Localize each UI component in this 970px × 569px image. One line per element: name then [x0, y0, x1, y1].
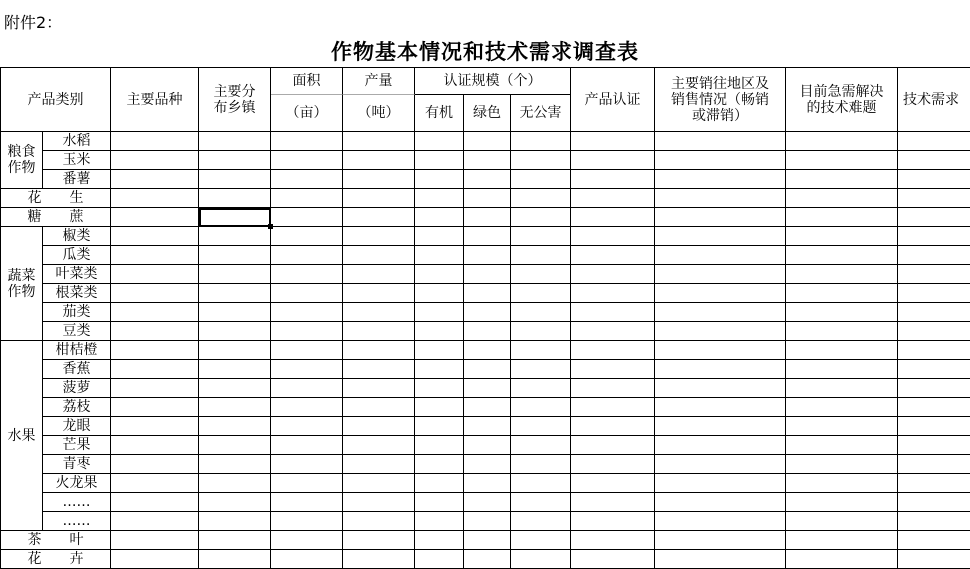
data-cell[interactable]: [786, 246, 898, 265]
header-output-unit: （吨）: [343, 95, 415, 132]
data-cell[interactable]: [111, 341, 199, 360]
attachment-label: 附件2：: [4, 13, 63, 32]
subcategory-cell: ……: [43, 493, 111, 512]
data-cell[interactable]: [571, 436, 655, 455]
data-cell[interactable]: [786, 341, 898, 360]
data-cell[interactable]: [511, 493, 571, 512]
data-cell[interactable]: [415, 398, 464, 417]
data-cell[interactable]: [199, 417, 271, 436]
data-cell[interactable]: [343, 303, 415, 322]
data-cell[interactable]: [415, 436, 464, 455]
data-cell[interactable]: [111, 531, 199, 550]
data-cell[interactable]: [271, 208, 343, 227]
data-cell[interactable]: [343, 512, 415, 531]
data-cell[interactable]: [343, 360, 415, 379]
data-cell[interactable]: [271, 474, 343, 493]
data-cell[interactable]: [786, 170, 898, 189]
data-cell[interactable]: [464, 303, 511, 322]
data-cell[interactable]: [464, 360, 511, 379]
data-cell[interactable]: [571, 246, 655, 265]
data-cell[interactable]: [511, 398, 571, 417]
data-cell[interactable]: [415, 341, 464, 360]
data-cell[interactable]: [571, 265, 655, 284]
data-cell[interactable]: [343, 398, 415, 417]
data-cell[interactable]: [343, 265, 415, 284]
header-product-cert: 产品认证: [571, 67, 655, 132]
data-cell[interactable]: [199, 303, 271, 322]
subcategory-cell: 龙眼: [43, 417, 111, 436]
data-cell[interactable]: [655, 360, 786, 379]
data-cell[interactable]: [464, 493, 511, 512]
data-cell[interactable]: [464, 398, 511, 417]
data-cell[interactable]: [898, 531, 970, 550]
data-cell[interactable]: [786, 474, 898, 493]
data-cell[interactable]: [571, 132, 655, 151]
data-cell[interactable]: [655, 208, 786, 227]
data-cell[interactable]: [571, 189, 655, 208]
data-cell[interactable]: [511, 208, 571, 227]
data-cell[interactable]: [898, 246, 970, 265]
data-cell[interactable]: [511, 341, 571, 360]
data-cell[interactable]: [415, 379, 464, 398]
data-cell[interactable]: [415, 265, 464, 284]
data-cell[interactable]: [511, 417, 571, 436]
data-cell[interactable]: [271, 151, 343, 170]
data-cell[interactable]: [655, 284, 786, 303]
data-cell[interactable]: [199, 227, 271, 246]
data-cell[interactable]: [571, 398, 655, 417]
data-cell[interactable]: [511, 360, 571, 379]
data-cell[interactable]: [415, 360, 464, 379]
data-cell[interactable]: [511, 379, 571, 398]
data-cell[interactable]: [898, 474, 970, 493]
data-cell[interactable]: [415, 246, 464, 265]
data-cell[interactable]: [111, 398, 199, 417]
data-cell[interactable]: [415, 303, 464, 322]
data-cell[interactable]: [571, 151, 655, 170]
data-cell[interactable]: [343, 246, 415, 265]
data-cell[interactable]: [655, 189, 786, 208]
data-cell[interactable]: [571, 493, 655, 512]
data-cell[interactable]: [464, 455, 511, 474]
data-cell[interactable]: [415, 227, 464, 246]
data-cell[interactable]: [655, 417, 786, 436]
data-cell[interactable]: [415, 322, 464, 341]
category-cell: 茶 叶: [0, 531, 111, 550]
data-cell[interactable]: [786, 284, 898, 303]
data-cell[interactable]: [571, 379, 655, 398]
data-cell[interactable]: [464, 170, 511, 189]
data-cell[interactable]: [571, 322, 655, 341]
data-cell[interactable]: [655, 322, 786, 341]
data-cell[interactable]: [199, 550, 271, 569]
data-cell[interactable]: [511, 303, 571, 322]
data-cell[interactable]: [464, 189, 511, 208]
data-cell[interactable]: [271, 455, 343, 474]
data-cell[interactable]: [655, 436, 786, 455]
data-cell[interactable]: [786, 360, 898, 379]
data-cell[interactable]: [655, 493, 786, 512]
data-cell[interactable]: [415, 493, 464, 512]
data-cell[interactable]: [111, 474, 199, 493]
data-cell[interactable]: [786, 493, 898, 512]
header-variety: 主要品种: [111, 67, 199, 132]
header-cert-scale: 认证规模（个）: [415, 67, 571, 95]
header-organic: 有机: [415, 95, 464, 132]
data-cell[interactable]: [271, 436, 343, 455]
data-cell[interactable]: [511, 170, 571, 189]
data-cell[interactable]: [571, 303, 655, 322]
header-township: 主要分 布乡镇: [199, 67, 271, 132]
data-cell[interactable]: [111, 265, 199, 284]
header-category: 产品类别: [0, 67, 111, 132]
data-cell[interactable]: [111, 284, 199, 303]
data-cell[interactable]: [786, 265, 898, 284]
data-cell[interactable]: [415, 417, 464, 436]
data-cell[interactable]: [655, 398, 786, 417]
subcategory-cell: 玉米: [43, 151, 111, 170]
data-cell[interactable]: [898, 436, 970, 455]
data-cell[interactable]: [786, 455, 898, 474]
data-cell[interactable]: [511, 512, 571, 531]
header-area: 面积: [271, 67, 343, 95]
data-cell[interactable]: [786, 132, 898, 151]
data-cell[interactable]: [786, 436, 898, 455]
data-cell[interactable]: [511, 189, 571, 208]
data-cell[interactable]: [655, 512, 786, 531]
data-cell[interactable]: [271, 493, 343, 512]
data-cell[interactable]: [898, 322, 970, 341]
data-cell[interactable]: [571, 170, 655, 189]
data-cell[interactable]: [655, 455, 786, 474]
data-cell[interactable]: [571, 417, 655, 436]
data-cell[interactable]: [464, 132, 511, 151]
data-cell[interactable]: [415, 550, 464, 569]
data-cell[interactable]: [655, 550, 786, 569]
data-cell[interactable]: [111, 151, 199, 170]
data-cell[interactable]: [511, 322, 571, 341]
page-title: 作物基本情况和技术需求调查表: [331, 39, 639, 64]
data-cell[interactable]: [343, 474, 415, 493]
data-cell[interactable]: [655, 303, 786, 322]
data-cell[interactable]: [571, 531, 655, 550]
data-cell[interactable]: [464, 208, 511, 227]
data-cell[interactable]: [464, 531, 511, 550]
data-cell[interactable]: [415, 170, 464, 189]
data-cell[interactable]: [343, 341, 415, 360]
data-cell[interactable]: [271, 531, 343, 550]
data-cell[interactable]: [786, 322, 898, 341]
data-cell[interactable]: [898, 493, 970, 512]
data-cell[interactable]: [415, 208, 464, 227]
data-cell[interactable]: [343, 284, 415, 303]
data-cell[interactable]: [199, 132, 271, 151]
data-cell[interactable]: [199, 322, 271, 341]
data-cell[interactable]: [199, 379, 271, 398]
data-cell[interactable]: [786, 189, 898, 208]
data-cell[interactable]: [511, 455, 571, 474]
data-cell[interactable]: [655, 132, 786, 151]
data-cell[interactable]: [464, 246, 511, 265]
data-cell[interactable]: [111, 436, 199, 455]
data-cell[interactable]: [343, 227, 415, 246]
data-cell[interactable]: [199, 436, 271, 455]
data-cell[interactable]: [898, 303, 970, 322]
subcategory-cell: 瓜类: [43, 246, 111, 265]
data-cell[interactable]: [343, 322, 415, 341]
data-cell[interactable]: [271, 360, 343, 379]
data-cell[interactable]: [571, 284, 655, 303]
data-cell[interactable]: [511, 531, 571, 550]
data-cell[interactable]: [898, 132, 970, 151]
data-cell[interactable]: [199, 189, 271, 208]
data-cell[interactable]: [571, 474, 655, 493]
data-cell[interactable]: [464, 322, 511, 341]
data-cell[interactable]: [655, 531, 786, 550]
subcategory-cell: 柑桔橙: [43, 341, 111, 360]
header-problems: 目前急需解决 的技术难题: [786, 67, 898, 132]
data-cell[interactable]: [655, 227, 786, 246]
data-cell[interactable]: [415, 474, 464, 493]
data-cell[interactable]: [111, 379, 199, 398]
data-cell[interactable]: [898, 550, 970, 569]
data-cell[interactable]: [786, 303, 898, 322]
data-cell[interactable]: [271, 341, 343, 360]
data-cell[interactable]: [571, 227, 655, 246]
data-cell[interactable]: [415, 455, 464, 474]
data-cell[interactable]: [415, 284, 464, 303]
data-cell[interactable]: [898, 265, 970, 284]
data-cell[interactable]: [271, 322, 343, 341]
data-cell[interactable]: [271, 512, 343, 531]
data-cell[interactable]: [271, 417, 343, 436]
data-cell[interactable]: [464, 550, 511, 569]
data-cell[interactable]: [111, 455, 199, 474]
data-cell[interactable]: [343, 151, 415, 170]
data-cell[interactable]: [111, 170, 199, 189]
category-cell: 糖 蔗: [0, 208, 111, 227]
data-cell[interactable]: [655, 265, 786, 284]
data-cell[interactable]: [898, 398, 970, 417]
header-area-unit: （亩）: [271, 95, 343, 132]
data-cell[interactable]: [655, 341, 786, 360]
data-cell[interactable]: [898, 512, 970, 531]
subcategory-cell: 荔枝: [43, 398, 111, 417]
selected-cell[interactable]: [199, 208, 271, 227]
header-pollution-free: 无公害: [511, 95, 571, 132]
category-cell: 花 卉: [0, 550, 111, 569]
data-cell[interactable]: [343, 531, 415, 550]
data-cell[interactable]: [343, 132, 415, 151]
data-cell[interactable]: [343, 493, 415, 512]
category-group-cell: 水果: [0, 341, 43, 531]
data-cell[interactable]: [898, 341, 970, 360]
subcategory-cell: 火龙果: [43, 474, 111, 493]
data-cell[interactable]: [343, 436, 415, 455]
data-cell[interactable]: [571, 512, 655, 531]
data-cell[interactable]: [111, 512, 199, 531]
data-cell[interactable]: [898, 208, 970, 227]
data-cell[interactable]: [343, 379, 415, 398]
data-cell[interactable]: [655, 379, 786, 398]
data-cell[interactable]: [571, 208, 655, 227]
header-sales: 主要销往地区及 销售情况（畅销 或滞销）: [655, 67, 786, 132]
data-cell[interactable]: [511, 246, 571, 265]
data-cell[interactable]: [511, 436, 571, 455]
data-cell[interactable]: [111, 303, 199, 322]
data-cell[interactable]: [464, 151, 511, 170]
data-cell[interactable]: [786, 227, 898, 246]
data-cell[interactable]: [415, 512, 464, 531]
subcategory-cell: 茄类: [43, 303, 111, 322]
data-cell[interactable]: [511, 265, 571, 284]
data-cell[interactable]: [199, 512, 271, 531]
data-cell[interactable]: [786, 531, 898, 550]
header-tech-needs: 技术需求: [898, 67, 970, 132]
data-cell[interactable]: [898, 379, 970, 398]
data-cell[interactable]: [464, 341, 511, 360]
data-cell[interactable]: [199, 170, 271, 189]
data-cell[interactable]: [343, 550, 415, 569]
data-cell[interactable]: [111, 227, 199, 246]
data-cell[interactable]: [271, 398, 343, 417]
data-cell[interactable]: [786, 398, 898, 417]
data-cell[interactable]: [343, 189, 415, 208]
data-cell[interactable]: [343, 455, 415, 474]
data-cell[interactable]: [786, 550, 898, 569]
data-cell[interactable]: [464, 284, 511, 303]
data-cell[interactable]: [271, 265, 343, 284]
data-cell[interactable]: [343, 170, 415, 189]
data-cell[interactable]: [464, 512, 511, 531]
data-cell[interactable]: [271, 379, 343, 398]
data-cell[interactable]: [571, 360, 655, 379]
data-cell[interactable]: [898, 284, 970, 303]
data-cell[interactable]: [199, 341, 271, 360]
data-cell[interactable]: [111, 132, 199, 151]
subcategory-cell: 水稻: [43, 132, 111, 151]
category-group-cell: 蔬菜 作物: [0, 227, 43, 341]
data-cell[interactable]: [464, 265, 511, 284]
data-cell[interactable]: [199, 265, 271, 284]
data-cell[interactable]: [655, 170, 786, 189]
data-cell[interactable]: [898, 455, 970, 474]
data-cell[interactable]: [111, 322, 199, 341]
data-cell[interactable]: [464, 436, 511, 455]
subcategory-cell: 芒果: [43, 436, 111, 455]
subcategory-cell: 椒类: [43, 227, 111, 246]
data-cell[interactable]: [464, 417, 511, 436]
data-cell[interactable]: [511, 132, 571, 151]
subcategory-cell: 番薯: [43, 170, 111, 189]
data-cell[interactable]: [898, 360, 970, 379]
data-cell[interactable]: [271, 132, 343, 151]
data-cell[interactable]: [898, 227, 970, 246]
data-cell[interactable]: [571, 550, 655, 569]
category-group-cell: 粮食 作物: [0, 132, 43, 189]
category-cell: 花 生: [0, 189, 111, 208]
data-cell[interactable]: [464, 227, 511, 246]
data-cell[interactable]: [898, 151, 970, 170]
data-cell[interactable]: [111, 550, 199, 569]
data-cell[interactable]: [511, 284, 571, 303]
data-cell[interactable]: [111, 208, 199, 227]
data-cell[interactable]: [786, 379, 898, 398]
data-cell[interactable]: [511, 227, 571, 246]
data-cell[interactable]: [111, 189, 199, 208]
subcategory-cell: ……: [43, 512, 111, 531]
data-cell[interactable]: [571, 341, 655, 360]
data-cell[interactable]: [511, 550, 571, 569]
data-cell[interactable]: [199, 398, 271, 417]
data-cell[interactable]: [415, 189, 464, 208]
data-cell[interactable]: [271, 189, 343, 208]
data-cell[interactable]: [199, 531, 271, 550]
data-cell[interactable]: [898, 189, 970, 208]
data-cell[interactable]: [271, 303, 343, 322]
data-cell[interactable]: [511, 151, 571, 170]
data-cell[interactable]: [786, 417, 898, 436]
subcategory-cell: 豆类: [43, 322, 111, 341]
subcategory-cell: 菠萝: [43, 379, 111, 398]
header-output: 产量: [343, 67, 415, 95]
data-cell[interactable]: [511, 474, 571, 493]
data-cell[interactable]: [898, 417, 970, 436]
data-cell[interactable]: [199, 455, 271, 474]
data-cell[interactable]: [415, 151, 464, 170]
subcategory-cell: 香蕉: [43, 360, 111, 379]
data-cell[interactable]: [343, 417, 415, 436]
data-cell[interactable]: [111, 493, 199, 512]
data-cell[interactable]: [786, 512, 898, 531]
data-cell[interactable]: [271, 246, 343, 265]
data-cell[interactable]: [199, 246, 271, 265]
data-cell[interactable]: [898, 170, 970, 189]
data-cell[interactable]: [199, 360, 271, 379]
subcategory-cell: 叶菜类: [43, 265, 111, 284]
data-cell[interactable]: [415, 132, 464, 151]
data-cell[interactable]: [343, 208, 415, 227]
data-cell[interactable]: [655, 246, 786, 265]
header-green: 绿色: [464, 95, 511, 132]
data-cell[interactable]: [271, 227, 343, 246]
data-cell[interactable]: [786, 208, 898, 227]
data-cell[interactable]: [655, 474, 786, 493]
data-cell[interactable]: [271, 170, 343, 189]
data-cell[interactable]: [464, 474, 511, 493]
data-cell[interactable]: [271, 550, 343, 569]
data-cell[interactable]: [271, 284, 343, 303]
data-cell[interactable]: [199, 474, 271, 493]
subcategory-cell: 根菜类: [43, 284, 111, 303]
data-cell[interactable]: [571, 455, 655, 474]
data-cell[interactable]: [464, 379, 511, 398]
data-cell[interactable]: [111, 417, 199, 436]
data-cell[interactable]: [655, 151, 786, 170]
data-cell[interactable]: [199, 284, 271, 303]
data-cell[interactable]: [786, 151, 898, 170]
data-cell[interactable]: [199, 151, 271, 170]
data-cell[interactable]: [415, 531, 464, 550]
data-cell[interactable]: [111, 360, 199, 379]
subcategory-cell: 青枣: [43, 455, 111, 474]
data-cell[interactable]: [199, 493, 271, 512]
data-cell[interactable]: [111, 246, 199, 265]
